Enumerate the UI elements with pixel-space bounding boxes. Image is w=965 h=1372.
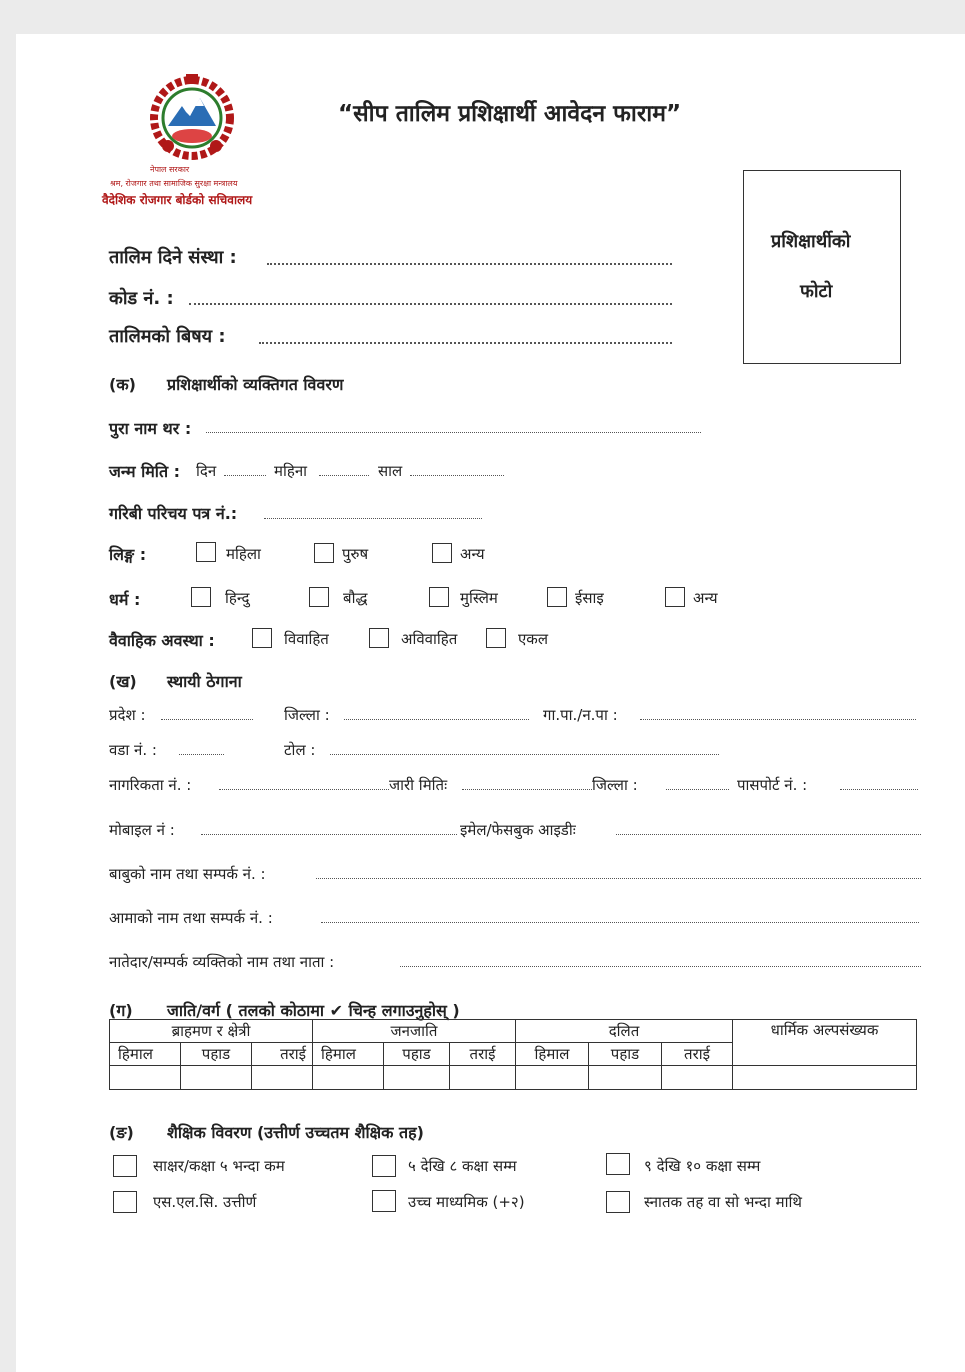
edu-9-10-checkbox[interactable] bbox=[606, 1153, 630, 1175]
caste-table bbox=[109, 1019, 917, 1090]
subcol-himal: हिमाल bbox=[516, 1043, 589, 1066]
check-cell[interactable] bbox=[589, 1066, 662, 1090]
caste-group-row bbox=[110, 1020, 917, 1043]
religion-christian-label: ईसाइ bbox=[575, 589, 604, 607]
section-c-label: (ग) bbox=[109, 1001, 133, 1020]
institution-field[interactable] bbox=[267, 263, 672, 265]
logo-board-text: वैदेशिक रोजगार बोर्डको सचिवालय bbox=[102, 193, 253, 207]
religion-label: धर्म : bbox=[109, 590, 141, 609]
edu-slc-label: एस.एल.सि. उत्तीर्ण bbox=[153, 1193, 257, 1211]
father-field[interactable] bbox=[316, 878, 921, 879]
poverty-card-label: गरिबी परिचय पत्र नं.: bbox=[109, 504, 238, 523]
passport-field[interactable] bbox=[840, 789, 918, 790]
logo-ministry-text: श्रम, रोजगार तथा सामाजिक सुरक्षा मन्त्रालय bbox=[110, 179, 238, 188]
tole-field[interactable] bbox=[330, 754, 719, 755]
subcol-pahad: पहाड bbox=[384, 1043, 450, 1066]
form-page bbox=[16, 34, 965, 1372]
edu-literate-label: साक्षर/कक्षा ५ भन्दा कम bbox=[153, 1157, 285, 1175]
municipality-field[interactable] bbox=[640, 719, 916, 720]
dob-label: जन्म मिति : bbox=[109, 462, 181, 481]
edu-bachelor-checkbox[interactable] bbox=[606, 1191, 630, 1213]
check-cell[interactable] bbox=[110, 1066, 181, 1090]
dob-month-label: महिना bbox=[274, 462, 308, 480]
issue-date-field[interactable] bbox=[462, 789, 592, 790]
gender-male-label: पुरुष bbox=[342, 545, 369, 563]
religion-muslim-label: मुस्लिम bbox=[460, 589, 498, 607]
check-cell[interactable] bbox=[733, 1066, 917, 1090]
edu-bachelor-label: स्नातक तह वा सो भन्दा माथि bbox=[644, 1193, 802, 1211]
relative-field[interactable] bbox=[400, 966, 921, 967]
check-cell[interactable] bbox=[181, 1066, 252, 1090]
group-janajati: जनजाति bbox=[313, 1020, 516, 1043]
subcol-himal: हिमाल bbox=[313, 1043, 384, 1066]
dob-year-label: साल bbox=[378, 462, 403, 480]
subcol-terai: तराई bbox=[662, 1043, 733, 1066]
marital-single-checkbox[interactable] bbox=[486, 628, 506, 648]
subcol-terai: तराई bbox=[450, 1043, 516, 1066]
religion-buddhist-checkbox[interactable] bbox=[309, 587, 329, 607]
district-field[interactable] bbox=[344, 719, 529, 720]
gender-label: लिङ्ग : bbox=[109, 545, 147, 564]
dob-day-label: दिन bbox=[196, 462, 217, 480]
caste-check-row bbox=[110, 1066, 917, 1090]
subject-label: तालिमको बिषय : bbox=[109, 326, 226, 347]
citizenship-label: नागरिकता नं. : bbox=[109, 776, 192, 794]
mother-field[interactable] bbox=[321, 922, 919, 923]
dob-month-field[interactable] bbox=[319, 475, 369, 476]
photo-box-label-2: फोटो bbox=[800, 281, 833, 302]
logo bbox=[102, 68, 292, 213]
tole-label: टोल : bbox=[284, 741, 316, 759]
mother-label: आमाको नाम तथा सम्पर्क नं. : bbox=[109, 909, 273, 927]
dob-year-field[interactable] bbox=[410, 475, 504, 476]
check-cell[interactable] bbox=[384, 1066, 450, 1090]
section-b-title: स्थायी ठेगाना bbox=[167, 672, 242, 691]
section-b-label: (ख) bbox=[109, 672, 137, 691]
code-field[interactable] bbox=[189, 303, 672, 305]
subcol-pahad: पहाड bbox=[181, 1043, 252, 1066]
section-d-label: (ङ) bbox=[109, 1123, 134, 1142]
religion-buddhist-label: बौद्ध bbox=[343, 589, 368, 607]
edu-9-10-label: ९ देखि १० कक्षा सम्म bbox=[644, 1157, 761, 1175]
issue-date-label: जारी मितिः bbox=[389, 776, 448, 794]
subcol-terai: तराई bbox=[252, 1043, 313, 1066]
nepal-emblem-icon bbox=[142, 68, 242, 163]
municipality-label: गा.पा./न.पा : bbox=[543, 706, 618, 724]
gender-male-checkbox[interactable] bbox=[314, 543, 334, 563]
edu-literate-checkbox[interactable] bbox=[113, 1155, 137, 1177]
poverty-card-field[interactable] bbox=[264, 518, 482, 519]
marital-married-checkbox[interactable] bbox=[252, 628, 272, 648]
mobile-label: मोबाइल नं : bbox=[109, 821, 175, 839]
province-label: प्रदेश : bbox=[109, 706, 146, 724]
section-d-title: शैक्षिक विवरण (उत्तीर्ण उच्चतम शैक्षिक तह) bbox=[167, 1123, 424, 1142]
photo-box[interactable] bbox=[743, 170, 901, 364]
institution-label: तालिम दिने संस्था : bbox=[109, 247, 237, 268]
group-religious-minority: धार्मिक अल्पसंख्यक bbox=[733, 1020, 917, 1066]
religion-christian-checkbox[interactable] bbox=[547, 587, 567, 607]
gender-female-label: महिला bbox=[226, 545, 261, 563]
edu-5-8-label: ५ देखि ८ कक्षा सम्म bbox=[408, 1157, 517, 1175]
gender-other-label: अन्य bbox=[460, 545, 485, 563]
relative-label: नातेदार/सम्पर्क व्यक्तिको नाम तथा नाता : bbox=[109, 953, 335, 971]
group-dalit: दलित bbox=[516, 1020, 733, 1043]
province-field[interactable] bbox=[161, 719, 253, 720]
marital-unmarried-label: अविवाहित bbox=[401, 630, 458, 648]
section-a-label: (क) bbox=[109, 375, 136, 394]
dob-day-field[interactable] bbox=[224, 475, 266, 476]
section-c-title: जाति/वर्ग ( तलको कोठामा ✔ चिन्ह लगाउनुहोस् ) bbox=[167, 1001, 460, 1020]
mobile-field[interactable] bbox=[201, 834, 457, 835]
code-label: कोड नं. : bbox=[109, 288, 174, 309]
marital-single-label: एकल bbox=[518, 630, 548, 648]
edu-slc-checkbox[interactable] bbox=[113, 1191, 137, 1213]
check-cell[interactable] bbox=[662, 1066, 733, 1090]
issue-district-label: जिल्ला : bbox=[592, 776, 638, 794]
gender-other-checkbox[interactable] bbox=[432, 543, 452, 563]
group-brahmin-chhetri: ब्राहमण र क्षेत्री bbox=[110, 1020, 313, 1043]
religion-other-label: अन्य bbox=[693, 589, 718, 607]
marital-unmarried-checkbox[interactable] bbox=[369, 628, 389, 648]
father-label: बाबुको नाम तथा सम्पर्क नं. : bbox=[109, 865, 266, 883]
subcol-himal: हिमाल bbox=[110, 1043, 181, 1066]
subcol-pahad: पहाड bbox=[589, 1043, 662, 1066]
district-label: जिल्ला : bbox=[284, 706, 330, 724]
section-a-title: प्रशिक्षार्थीको व्यक्तिगत विवरण bbox=[167, 375, 344, 394]
citizenship-field[interactable] bbox=[219, 789, 389, 790]
religion-other-checkbox[interactable] bbox=[665, 587, 685, 607]
full-name-label: पुरा नाम थर : bbox=[109, 419, 192, 438]
passport-label: पासपोर्ट नं. : bbox=[737, 776, 808, 794]
religion-hindu-checkbox[interactable] bbox=[191, 587, 211, 607]
check-cell[interactable] bbox=[516, 1066, 589, 1090]
full-name-field[interactable] bbox=[206, 432, 701, 433]
email-field[interactable] bbox=[616, 834, 921, 835]
ward-field[interactable] bbox=[179, 754, 224, 755]
check-cell[interactable] bbox=[450, 1066, 516, 1090]
gender-female-checkbox[interactable] bbox=[196, 542, 216, 562]
marital-label: वैवाहिक अवस्था : bbox=[109, 631, 215, 650]
photo-box-label: प्रशिक्षार्थीको bbox=[771, 231, 851, 252]
email-label: इमेल/फेसबुक आइडीः bbox=[460, 821, 576, 839]
religion-hindu-label: हिन्दु bbox=[225, 589, 250, 607]
check-cell[interactable] bbox=[313, 1066, 384, 1090]
edu-higher-secondary-label: उच्च माध्यमिक (+२) bbox=[408, 1193, 525, 1211]
check-cell[interactable] bbox=[252, 1066, 313, 1090]
form-title: “सीप तालिम प्रशिक्षार्थी आवेदन फाराम” bbox=[338, 101, 682, 127]
edu-5-8-checkbox[interactable] bbox=[372, 1155, 396, 1177]
marital-married-label: विवाहित bbox=[284, 630, 329, 648]
logo-gov-text: नेपाल सरकार bbox=[150, 165, 190, 174]
religion-muslim-checkbox[interactable] bbox=[429, 587, 449, 607]
edu-higher-secondary-checkbox[interactable] bbox=[372, 1190, 396, 1212]
issue-district-field[interactable] bbox=[666, 789, 729, 790]
ward-label: वडा नं. : bbox=[109, 741, 157, 759]
subject-field[interactable] bbox=[259, 342, 672, 344]
